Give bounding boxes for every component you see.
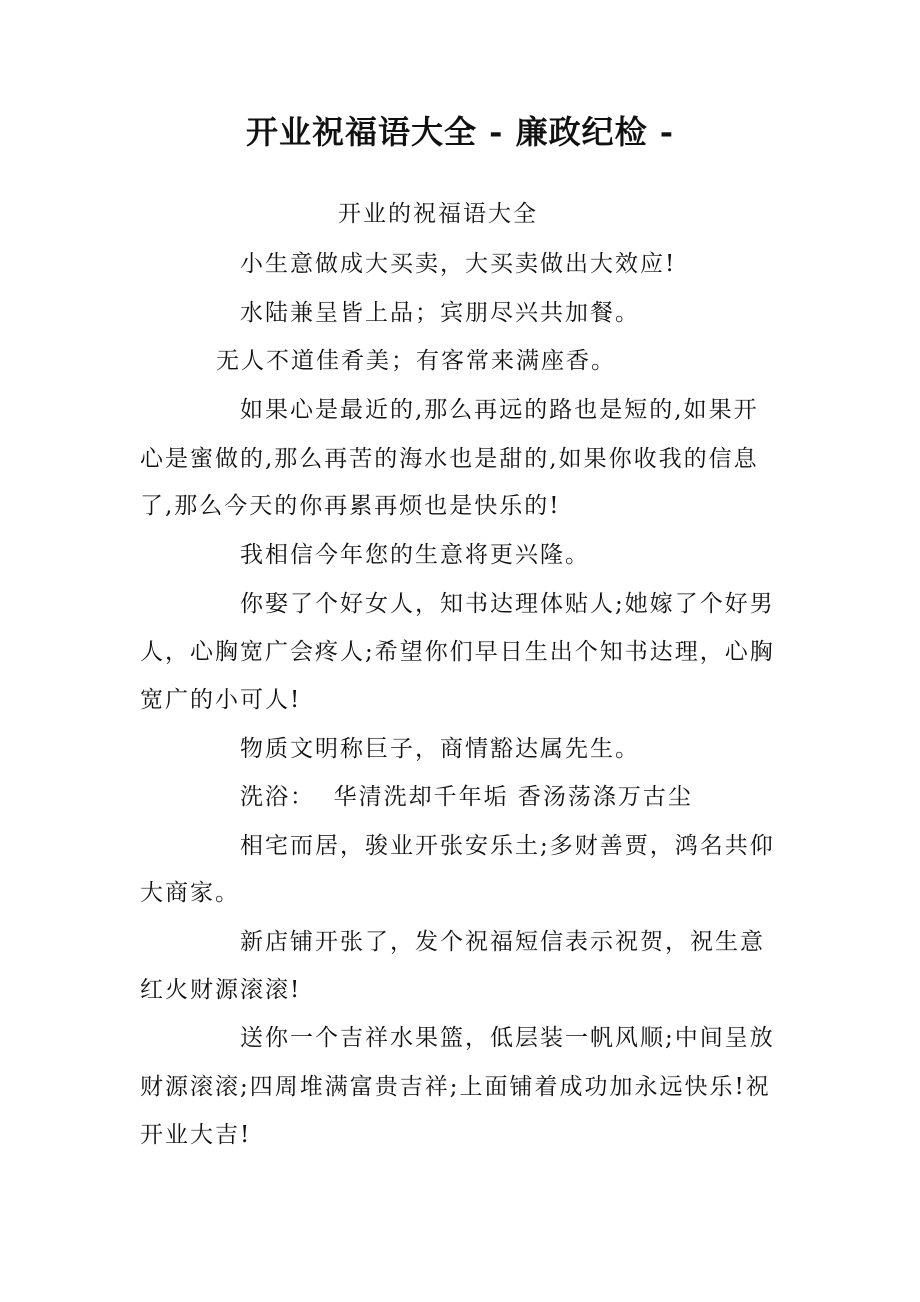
text-line: 了,那么今天的你再累再烦也是快乐的!: [140, 493, 561, 519]
text-line: 水陆兼呈皆上品；宾朋尽兴共加餐。: [240, 300, 640, 326]
text-line: 送你一个吉祥水果篮，低层装一帆风顺;中间呈放: [240, 1025, 775, 1051]
text-line: 人，心胸宽广会疼人;希望你们早日生出个知书达理，心胸: [140, 639, 775, 665]
text-line: 大商家。: [140, 880, 240, 906]
text-line: 相宅而居，骏业开张安乐土;多财善贾，鸿名共仰: [240, 833, 775, 859]
text-line: 你娶了个好女人，知书达理体贴人;她嫁了个好男: [240, 591, 775, 617]
text-line: 物质文明称巨子，商情豁达属先生。: [240, 736, 640, 762]
text-line: 新店铺开张了，发个祝福短信表示祝贺，祝生意: [240, 929, 765, 955]
text-line: 无人不道佳肴美；有客常来满座香。: [216, 348, 616, 374]
document-title: 开业祝福语大全 - 廉政纪检 -: [246, 113, 674, 151]
text-line: 小生意做成大买卖，大买卖做出大效应!: [240, 251, 677, 277]
text-line: 财源滚滚;四周堆满富贵吉祥;上面铺着成功加永远快乐!祝: [140, 1074, 771, 1100]
text-line: 我相信今年您的生意将更兴隆。: [240, 542, 590, 568]
text-line: 宽广的小可人!: [140, 687, 302, 713]
text-line: 心是蜜做的,那么再苦的海水也是甜的,如果你收我的信息: [140, 446, 759, 472]
text-line: 洗浴： 华清洗却千年垢 香汤荡涤万古尘: [240, 784, 693, 810]
text-line: 开业大吉!: [140, 1122, 252, 1148]
document-subtitle: 开业的祝福语大全: [338, 201, 538, 227]
text-line: 红火财源滚滚!: [140, 977, 302, 1003]
text-line: 如果心是最近的,那么再远的路也是短的,如果开: [240, 397, 759, 423]
